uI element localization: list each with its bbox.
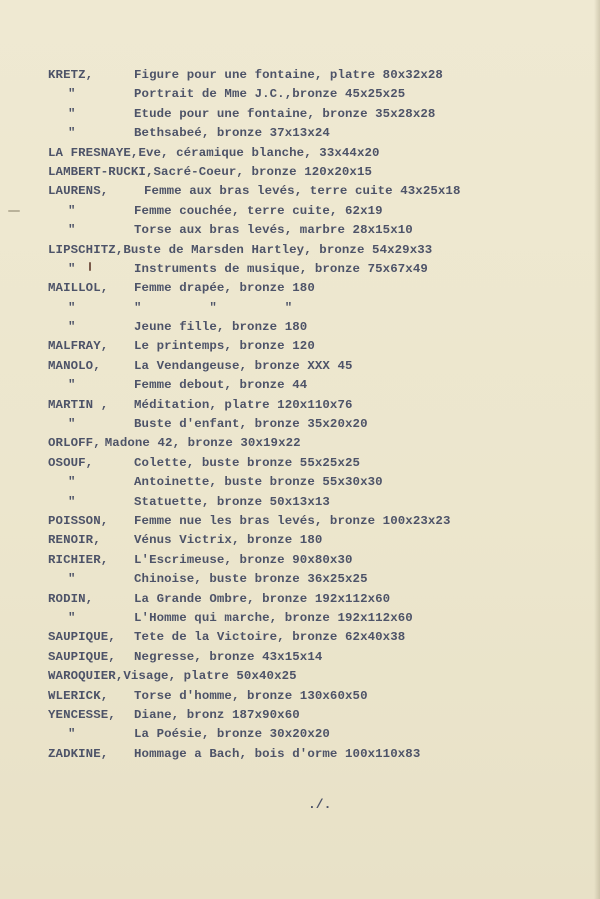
artist-name: MALFRAY, — [48, 339, 109, 354]
artist-name: LIPSCHITZ, — [48, 242, 124, 257]
work-description: Torse d'homme, bronze 130x60x50 — [134, 688, 368, 703]
work-description: Le printemps, bronze 120 — [134, 339, 315, 354]
ditto-mark: " — [68, 223, 76, 238]
list-item — [48, 512, 588, 531]
list-item — [48, 590, 588, 609]
ditto-mark: " — [68, 261, 76, 276]
work-description: La Grande Ombre, bronze 192x112x60 — [134, 591, 391, 606]
list-item — [48, 570, 588, 589]
work-description: Etude pour une fontaine, bronze 35x28x28 — [134, 106, 436, 121]
list-item — [48, 376, 588, 395]
work-description: Statuette, bronze 50x13x13 — [134, 494, 330, 509]
list-item — [48, 144, 588, 163]
list-item — [48, 357, 588, 376]
paper-speck — [8, 210, 20, 212]
work-description: Torse aux bras levés, marbre 28x15x10 — [134, 223, 413, 238]
artist-name: LA FRESNAYE, — [48, 145, 139, 160]
artist-name: RICHIER, — [48, 552, 109, 567]
work-description: Colette, buste bronze 55x25x25 — [134, 455, 361, 470]
work-description: Méditation, platre 120x110x76 — [134, 397, 353, 412]
artist-name: RODIN, — [48, 591, 94, 606]
page-end-mark: ./. — [308, 797, 332, 812]
ditto-mark: " — [68, 378, 76, 393]
list-item — [48, 260, 588, 279]
work-description: Tete de la Victoire, bronze 62x40x38 — [134, 630, 406, 645]
artist-name: KRETZ, — [48, 68, 94, 82]
artist-name: SAUPIQUE, — [48, 649, 116, 664]
list-item — [48, 202, 588, 221]
work-description: Femme aux bras levés, terre cuite 43x25x18 — [144, 184, 461, 199]
work-description: Hommage a Bach, bois d'orme 100x110x83 — [134, 746, 421, 761]
work-description: Antoinette, buste bronze 55x30x30 — [134, 475, 383, 490]
list-item — [48, 473, 588, 492]
list-item — [48, 725, 588, 744]
sculpture-list — [48, 66, 588, 764]
work-description: Madone 42, bronze 30x19x22 — [104, 436, 301, 451]
list-item — [48, 337, 588, 356]
artist-name: LAMBERT-RUCKI, — [48, 164, 154, 179]
work-description: La Vendangeuse, bronze XXX 45 — [134, 358, 353, 373]
list-item — [48, 299, 588, 318]
list-item — [48, 279, 588, 298]
ditto-mark: " — [68, 494, 76, 509]
list-item — [48, 163, 588, 182]
list-item — [48, 628, 588, 647]
artist-name: ORLOFF, — [48, 436, 101, 451]
artist-name: SAUPIQUE, — [48, 630, 116, 645]
work-description: Femme drapée, bronze 180 — [134, 281, 315, 296]
list-item — [48, 105, 588, 124]
list-item — [48, 241, 588, 260]
work-description: Femme nue les bras levés, bronze 100x23x23 — [134, 513, 451, 528]
list-item — [48, 648, 588, 667]
ditto-row: " " " — [134, 300, 293, 315]
work-description: L'Homme qui marche, bronze 192x112x60 — [134, 610, 413, 625]
list-item — [48, 551, 588, 570]
work-description: Visage, platre 50x40x25 — [123, 669, 297, 684]
artist-name: WLERICK, — [48, 688, 109, 703]
work-description: L'Escrimeuse, bronze 90x80x30 — [134, 552, 353, 567]
work-description: La Poésie, bronze 30x20x20 — [134, 727, 330, 742]
work-description: Portrait de Mme J.C.,bronze 45x25x25 — [134, 87, 406, 102]
ditto-mark: " — [68, 417, 76, 432]
artist-name: YENCESSE, — [48, 707, 116, 722]
work-description: Jeune fille, bronze 180 — [134, 320, 308, 335]
artist-name: POISSON, — [48, 513, 109, 528]
list-item — [48, 493, 588, 512]
work-description: Buste d'enfant, bronze 35x20x20 — [134, 417, 368, 432]
work-description: Eve, céramique blanche, 33x44x20 — [138, 145, 380, 160]
ditto-mark: " — [68, 106, 76, 121]
list-item — [48, 66, 588, 85]
list-item — [48, 454, 588, 473]
work-description: Sacré-Coeur, bronze 120x20x15 — [153, 164, 373, 179]
list-item — [48, 667, 588, 686]
work-description: Chinoise, buste bronze 36x25x25 — [134, 572, 368, 587]
artist-name: OSOUF, — [48, 455, 94, 470]
list-item — [48, 531, 588, 550]
artist-name: MARTIN , — [48, 397, 109, 412]
list-item — [48, 687, 588, 706]
artist-name: RENOIR, — [48, 533, 101, 548]
list-item — [48, 609, 588, 628]
ditto-mark: " — [68, 572, 76, 587]
list-item — [48, 221, 588, 240]
work-description: Figure pour une fontaine, platre 80x32x28 — [134, 68, 443, 82]
list-item — [48, 396, 588, 415]
ditto-mark: " — [68, 300, 76, 315]
artist-name: ZADKINE, — [48, 746, 109, 761]
artist-name: MAILLOL, — [48, 281, 109, 296]
work-description: Femme debout, bronze 44 — [134, 378, 308, 393]
ditto-mark: " — [68, 320, 76, 335]
artist-name: LAURENS, — [48, 184, 109, 199]
ditto-mark: " — [68, 203, 76, 218]
list-item — [48, 182, 588, 201]
work-description: Negresse, bronze 43x15x14 — [134, 649, 323, 664]
work-description: Femme couchée, terre cuite, 62x19 — [134, 203, 383, 218]
list-item — [48, 745, 588, 764]
ditto-mark: " — [68, 727, 76, 742]
work-description: Diane, bronz 187x90x60 — [134, 707, 300, 722]
page-edge — [594, 0, 600, 899]
ditto-mark: " — [68, 475, 76, 490]
ditto-mark: " — [68, 87, 76, 102]
ditto-mark: " — [68, 126, 76, 141]
list-item — [48, 415, 588, 434]
list-item — [48, 318, 588, 337]
work-description: Bethsabeé, bronze 37x13x24 — [134, 126, 330, 141]
list-item — [48, 85, 588, 104]
artist-name: MANOLO, — [48, 358, 101, 373]
work-description: Vénus Victrix, bronze 180 — [134, 533, 323, 548]
ditto-mark: " — [68, 610, 76, 625]
list-item — [48, 124, 588, 143]
list-item — [48, 706, 588, 725]
work-description: Instruments de musique, bronze 75x67x49 — [134, 261, 428, 276]
list-item — [48, 434, 588, 453]
artist-name: WAROQUIER, — [48, 669, 124, 684]
work-description: Buste de Marsden Hartley, bronze 54x29x33 — [123, 242, 433, 257]
